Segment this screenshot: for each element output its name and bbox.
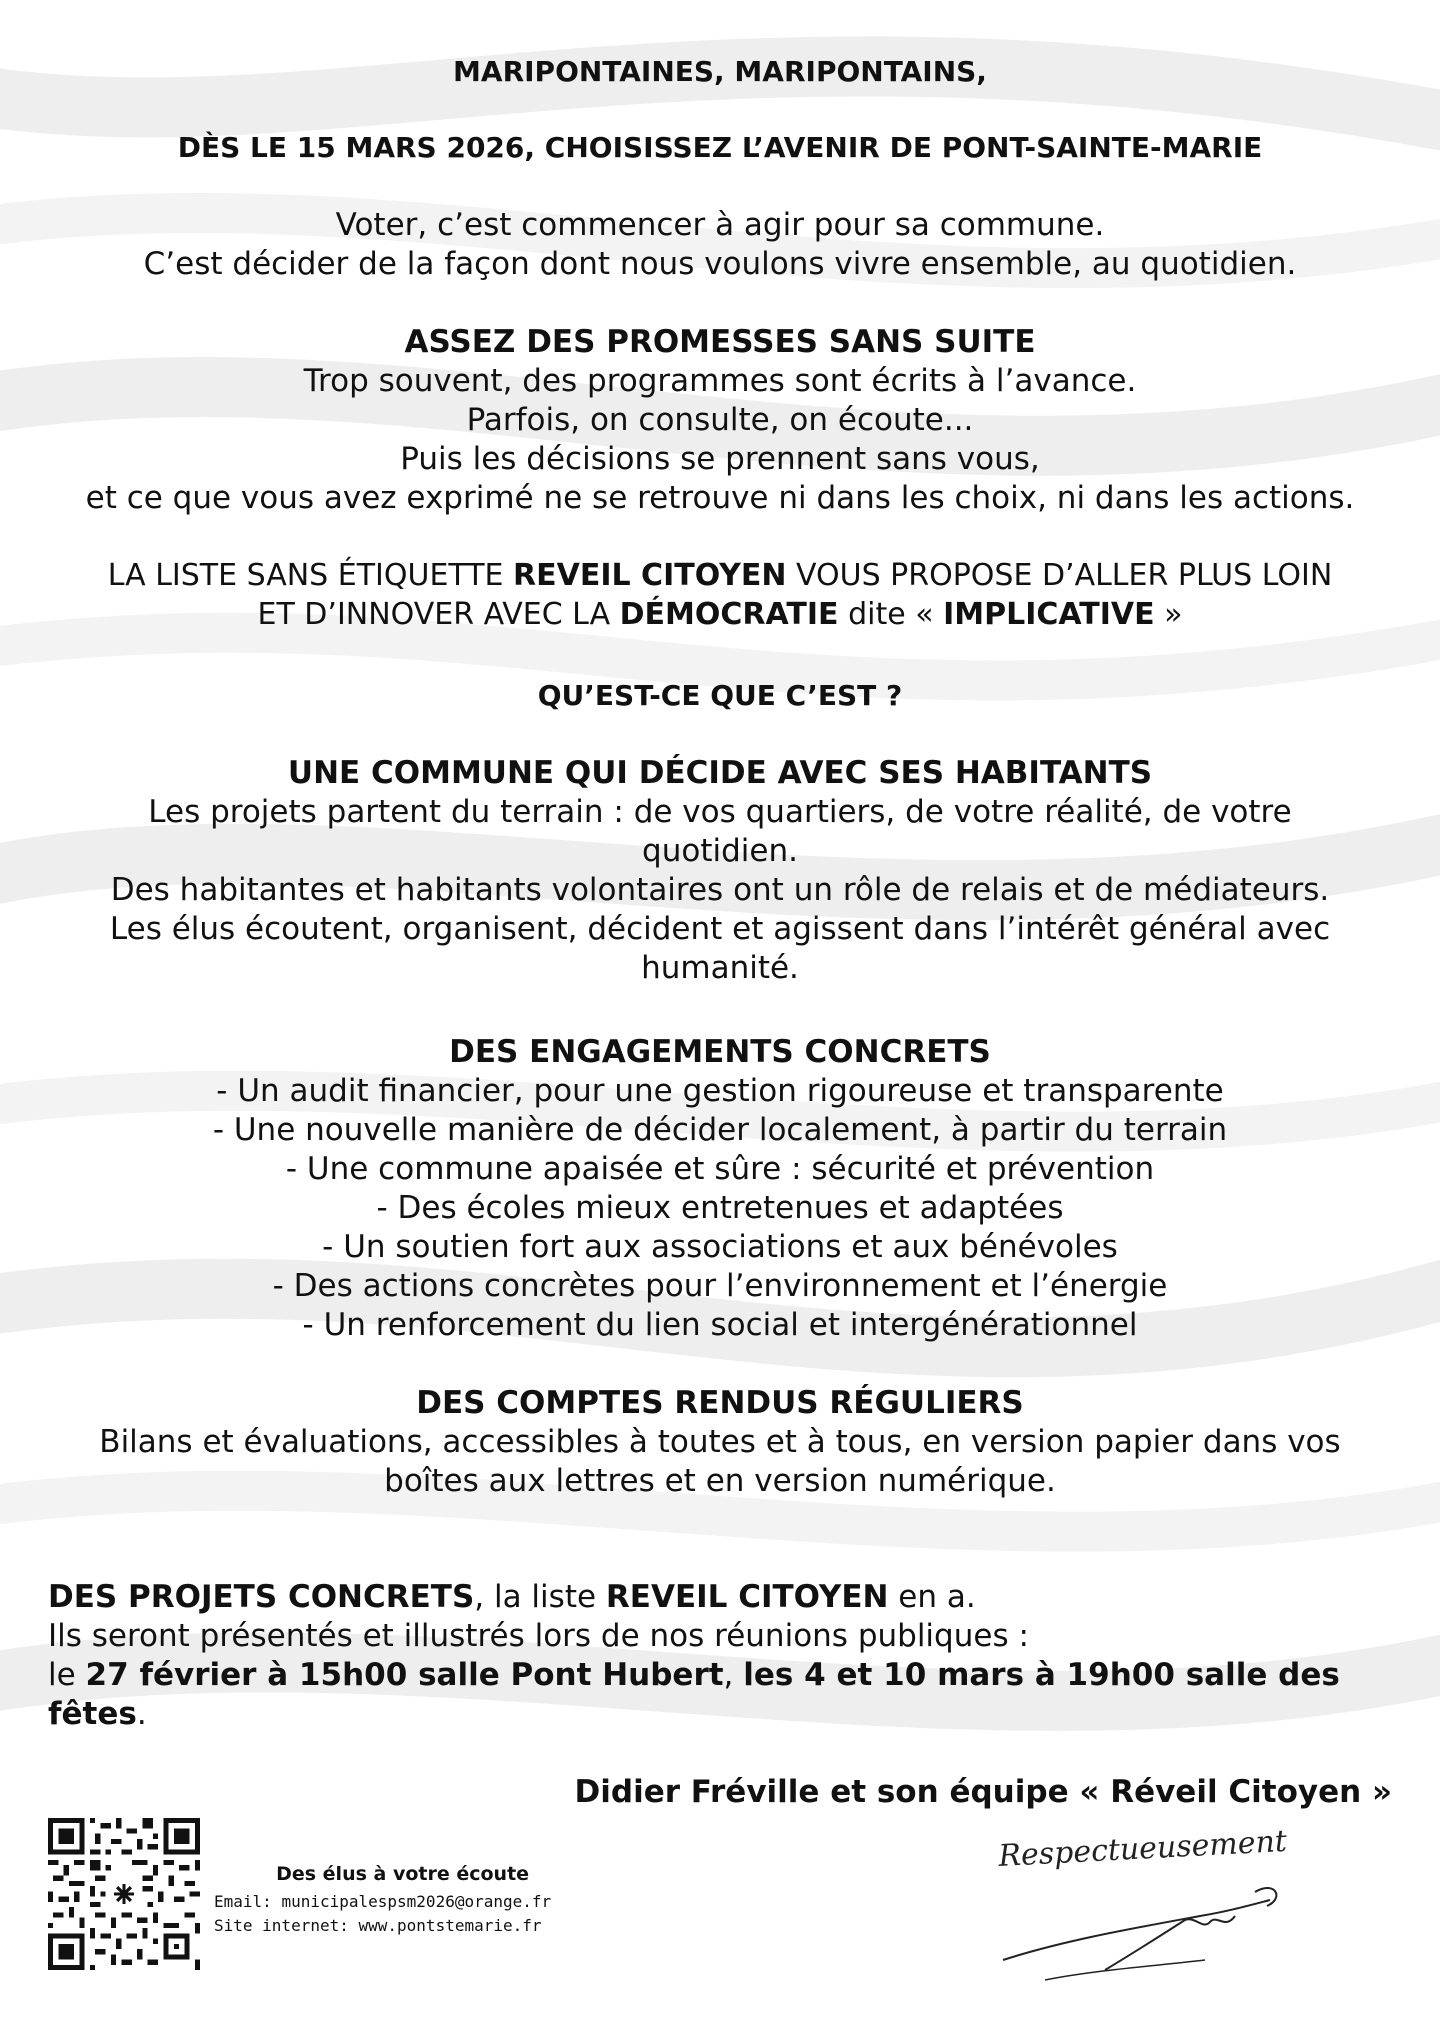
site-line [214, 1914, 551, 1938]
section-line: Les élus écoutent, organisent, décident et agissent dans l’intérêt général avec [109, 911, 1331, 947]
section-commune [40, 754, 1400, 988]
section-line: Des habitantes et habitants volontaires ont un rôle de relais et de médiateurs. [110, 872, 1330, 908]
contact-title: Des élus à votre écoute [276, 1863, 530, 1885]
liste-line-2 [40, 595, 1400, 634]
section-projets [48, 1578, 1398, 1734]
intro-line: C’est décider de la façon dont nous voulons vivre ensemble, au quotidien. [143, 246, 1297, 282]
liste-text: dite « [838, 597, 944, 632]
list-item: - Un renforcement du lien social et intergénérationnel [302, 1307, 1138, 1343]
date-headline [40, 128, 1400, 167]
projets-text: le [48, 1657, 86, 1693]
projets-line-2: Ils seront présentés et illustrés lors de nos réunions publiques : [48, 1618, 1029, 1654]
question-text: QU’EST-CE QUE C’EST ? [537, 679, 903, 712]
site-url: www.pontstemarie.fr [358, 1916, 542, 1935]
section-title: ASSEZ DES PROMESSES SANS SUITE [404, 324, 1036, 360]
date-headline-text: DÈS LE 15 MARS 2026, CHOISISSEZ L’AVENIR DE PONT-SAINTE-MARIE [177, 131, 1263, 164]
section-engagements [40, 1033, 1400, 1345]
section-line: Les projets partent du terrain : de vos quartiers, de votre réalité, de votre [148, 794, 1292, 830]
svg-text:Respectueusement: Respectueusement [997, 1823, 1288, 1874]
projets-text: en a. [888, 1579, 976, 1615]
greeting [40, 52, 1400, 91]
contact-block [214, 1862, 551, 1938]
handwritten-signature [985, 1820, 1315, 1990]
liste-name: REVEIL CITOYEN [513, 558, 787, 593]
section-promesses [40, 323, 1400, 518]
list-item: - Un soutien fort aux associations et aux bénévoles [322, 1229, 1118, 1265]
intro-paragraph [40, 206, 1400, 284]
list-item: - Un audit financier, pour une gestion rigoureuse et transparente [216, 1073, 1224, 1109]
email-label: Email: [214, 1892, 272, 1911]
signature-line: Didier Fréville et son équipe « Réveil Citoyen » [574, 1774, 1392, 1810]
projets-line-4 [48, 1695, 1398, 1734]
section-title: DES COMPTES RENDUS RÉGULIERS [416, 1385, 1024, 1421]
section-line: Parfois, on consulte, on écoute... [466, 402, 974, 438]
qr-code-icon [48, 1818, 200, 1970]
liste-text: ET D’INNOVER AVEC LA [257, 597, 620, 632]
section-line: humanité. [641, 950, 799, 986]
section-title: UNE COMMUNE QUI DÉCIDE AVEC SES HABITANTS [287, 755, 1153, 791]
list-item: - Des actions concrètes pour l’environnement et l’énergie [272, 1268, 1168, 1304]
projets-line-1 [48, 1578, 1398, 1617]
section-line: et ce que vous avez exprimé ne se retrouve ni dans les choix, ni dans les actions. [85, 480, 1355, 516]
section-title: DES ENGAGEMENTS CONCRETS [449, 1034, 991, 1070]
projets-emphasis: REVEIL CITOYEN [605, 1579, 889, 1615]
list-item: - Une commune apaisée et sûre : sécurité et prévention [285, 1151, 1155, 1187]
liste-text: LA LISTE SANS ÉTIQUETTE [107, 558, 514, 593]
meeting-place: fêtes [48, 1696, 137, 1732]
meeting-date-2: les 4 et 10 mars à 19h00 salle des [743, 1657, 1340, 1693]
projets-line-3 [48, 1656, 1398, 1695]
projets-text: , la liste [474, 1579, 606, 1615]
liste-text: VOUS PROPOSE D’ALLER PLUS LOIN [786, 558, 1333, 593]
section-line: Trop souvent, des programmes sont écrits à l’avance. [303, 363, 1137, 399]
projets-text: , [723, 1657, 744, 1693]
liste-emphasis: IMPLICATIVE [943, 597, 1155, 632]
section-line: Bilans et évaluations, accessibles à toutes et à tous, en version papier dans vos [99, 1424, 1341, 1460]
email-line [214, 1890, 551, 1914]
section-liste [40, 556, 1400, 634]
liste-text: » [1154, 597, 1183, 632]
email-address: municipalespsm2026@orange.fr [281, 1892, 552, 1911]
list-item: - Des écoles mieux entretenues et adaptées [376, 1190, 1064, 1226]
section-line: Puis les décisions se prennent sans vous, [400, 441, 1040, 477]
section-line: quotidien. [642, 833, 798, 869]
meeting-date-1: 27 février à 15h00 salle Pont Hubert [85, 1657, 724, 1693]
section-comptes [40, 1384, 1400, 1501]
intro-line: Voter, c’est commencer à agir pour sa commune. [335, 207, 1105, 243]
section-line: boîtes aux lettres et en version numérique. [384, 1463, 1056, 1499]
site-label: Site internet: [214, 1916, 349, 1935]
greeting-text: MARIPONTAINES, MARIPONTAINS, [453, 55, 987, 88]
section-question [40, 676, 1400, 715]
projets-emphasis: DES PROJETS CONCRETS [48, 1579, 475, 1615]
projets-text: . [136, 1696, 147, 1732]
liste-line-1 [40, 556, 1400, 595]
liste-emphasis: DÉMOCRATIE [619, 597, 839, 632]
list-item: - Une nouvelle manière de décider localement, à partir du terrain [212, 1112, 1228, 1148]
